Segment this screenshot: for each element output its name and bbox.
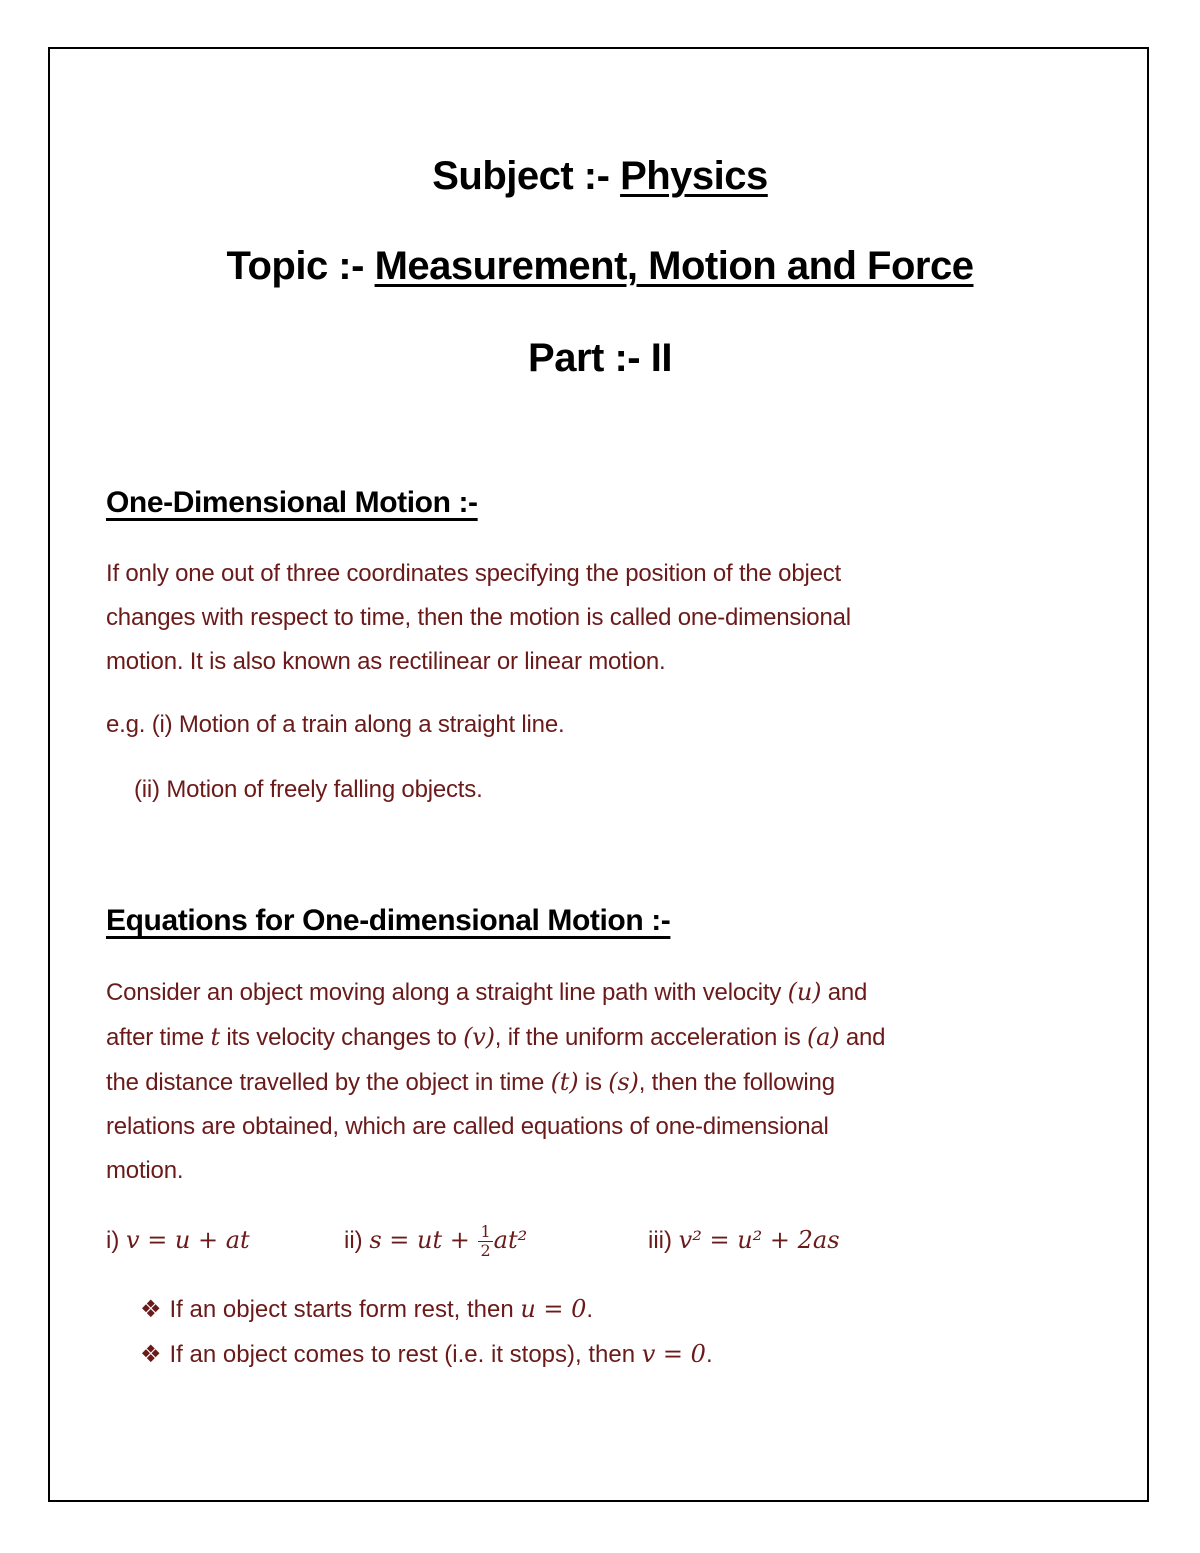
paragraph-line: motion. It is also known as rectilinear or linear motion.: [106, 648, 666, 675]
math-variable: (v): [463, 1023, 495, 1051]
paragraph-line: [106, 1060, 1096, 1105]
subject-value: Physics: [620, 154, 768, 198]
fraction: [478, 1223, 492, 1260]
math-variable: (s): [608, 1068, 639, 1096]
paragraph-line: [106, 1015, 1096, 1060]
math-variable: (a): [806, 1023, 840, 1051]
paragraph-line: If only one out of three coordinates specifying the position of the object: [106, 560, 842, 587]
part-heading: Part :- II: [528, 336, 672, 380]
bullet-text: If an object starts form rest, then: [169, 1296, 521, 1323]
section-two-title: Equations for One-dimensional Motion :-: [106, 904, 671, 937]
topic-value: Measurement, Motion and Force: [374, 244, 974, 288]
topic-label: Topic :-: [226, 244, 375, 288]
math-variable: t: [210, 1023, 220, 1051]
equation-label: iii): [648, 1227, 679, 1254]
equation-label: ii): [344, 1227, 370, 1254]
paragraph-line: motion.: [106, 1157, 184, 1184]
equation-three: [648, 1212, 840, 1272]
topic-heading: [0, 242, 1200, 290]
example-one: e.g. (i) Motion of a train along a straight line.: [106, 711, 565, 738]
fraction-denominator: 2: [480, 1241, 491, 1261]
bullet-item: [140, 1336, 713, 1373]
section-one-paragraph: [106, 552, 1096, 684]
equation-label: i): [106, 1227, 126, 1254]
subject-heading: [0, 152, 1200, 200]
text-run: after time: [106, 1024, 211, 1051]
section-two-paragraph: [106, 970, 1096, 1193]
fraction-numerator: 1: [480, 1222, 491, 1242]
paragraph-line: changes with respect to time, then the motion is called one-dimensional: [106, 604, 851, 631]
text-run: , if the uniform acceleration is: [494, 1024, 807, 1051]
text-run: the distance travelled by the object in time: [106, 1069, 551, 1096]
math-variable: (t): [550, 1068, 579, 1096]
equation-expression: v = u + at: [126, 1226, 250, 1254]
math-expression: v = 0: [641, 1340, 706, 1368]
text-run: Consider an object moving along a straight line path with velocity: [106, 979, 788, 1006]
subject-label: Subject :-: [432, 154, 621, 198]
section-one-title: One-Dimensional Motion :-: [106, 486, 478, 519]
text-run: is: [578, 1069, 609, 1096]
equation-expression: s = ut +: [369, 1226, 478, 1254]
bullet-item: [140, 1291, 593, 1328]
bullet-text: If an object comes to rest (i.e. it stops), then: [169, 1341, 642, 1368]
text-run: its velocity changes to: [219, 1024, 464, 1051]
bullet-end: .: [586, 1296, 594, 1323]
equation-one: [106, 1212, 250, 1272]
diamond-bullet-icon: ❖: [140, 1295, 162, 1323]
equation-two: [344, 1212, 527, 1272]
equation-expression: v² = u² + 2as: [678, 1226, 840, 1254]
paragraph-line: [106, 970, 1096, 1015]
example-two: (ii) Motion of freely falling objects.: [134, 776, 483, 803]
paragraph-line: relations are obtained, which are called equations of one-dimensional: [106, 1113, 829, 1140]
text-run: and: [821, 979, 868, 1006]
bullet-end: .: [705, 1341, 713, 1368]
diamond-bullet-icon: ❖: [140, 1340, 162, 1368]
text-run: and: [839, 1024, 886, 1051]
text-run: , then the following: [638, 1069, 835, 1096]
equation-expression: at²: [493, 1226, 528, 1254]
math-variable: (u): [787, 978, 822, 1006]
math-expression: u = 0: [520, 1295, 587, 1323]
